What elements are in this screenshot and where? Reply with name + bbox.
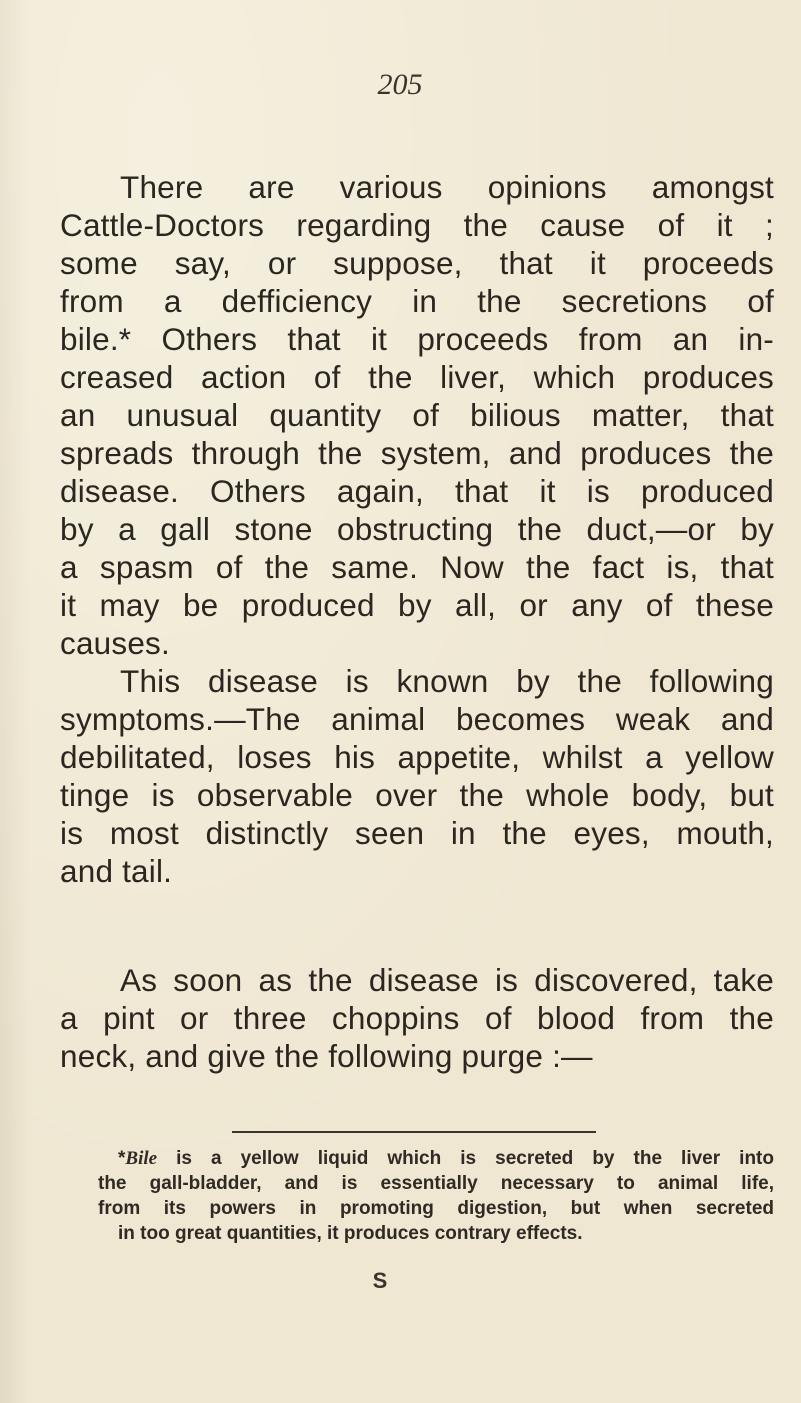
text-line: Cattle-Doctors regarding the cause of it ; bbox=[60, 207, 774, 243]
signature-mark: S bbox=[372, 1268, 388, 1293]
footnote-text: is a yellow liquid which is secreted by the liver into bbox=[157, 1148, 774, 1169]
text-line: This disease is known by the following bbox=[120, 663, 774, 699]
text-line: spreads through the system, and produces the bbox=[60, 435, 774, 471]
text-line: a spasm of the same. Now the fact is, that bbox=[60, 549, 774, 585]
footnote-line: from its powers in promoting digestion, but when secreted bbox=[98, 1198, 774, 1219]
text-line: by a gall stone obstructing the duct,—or by bbox=[60, 511, 774, 547]
footnote-term: Bile bbox=[125, 1148, 158, 1169]
text-line: symptoms.—The animal becomes weak and bbox=[60, 701, 774, 737]
text-line: disease. Others again, that it is produced bbox=[60, 473, 774, 509]
text-line: and tail. bbox=[60, 853, 173, 889]
footnote-line: in too great quantities, it produces contrary effects. bbox=[118, 1223, 583, 1244]
text-line: causes. bbox=[60, 625, 170, 661]
text-line: an unusual quantity of bilious matter, that bbox=[60, 397, 774, 433]
footnote-line: the gall-bladder, and is essentially necessary to animal life, bbox=[98, 1173, 774, 1194]
text-line: some say, or suppose, that it proceeds bbox=[60, 245, 774, 281]
text-line: is most distinctly seen in the eyes, mouth, bbox=[60, 815, 774, 851]
paragraph-symptoms bbox=[60, 662, 774, 890]
text-line: a pint or three choppins of blood from the bbox=[60, 1000, 774, 1036]
text-line: debilitated, loses his appetite, whilst a yellow bbox=[60, 739, 774, 775]
footnote bbox=[98, 1146, 774, 1246]
text-line: bile.* Others that it proceeds from an in- bbox=[60, 321, 774, 357]
text-line: neck, and give the following purge :— bbox=[60, 1038, 593, 1074]
paragraph-treatment bbox=[60, 961, 774, 1075]
text-line: from a defficiency in the secretions of bbox=[60, 283, 774, 319]
text-line: it may be produced by all, or any of these bbox=[60, 587, 774, 623]
text-line: tinge is observable over the whole body, but bbox=[60, 777, 774, 813]
footnote-divider bbox=[232, 1131, 596, 1133]
text-line: There are various opinions amongst bbox=[120, 169, 774, 205]
footnote-marker: * bbox=[118, 1148, 126, 1169]
text-line: As soon as the disease is discovered, take bbox=[120, 962, 774, 998]
page-number: 205 bbox=[377, 68, 423, 101]
paragraph-causes bbox=[60, 168, 774, 662]
footnote-line bbox=[98, 1146, 774, 1171]
text-line: creased action of the liver, which produces bbox=[60, 359, 774, 395]
